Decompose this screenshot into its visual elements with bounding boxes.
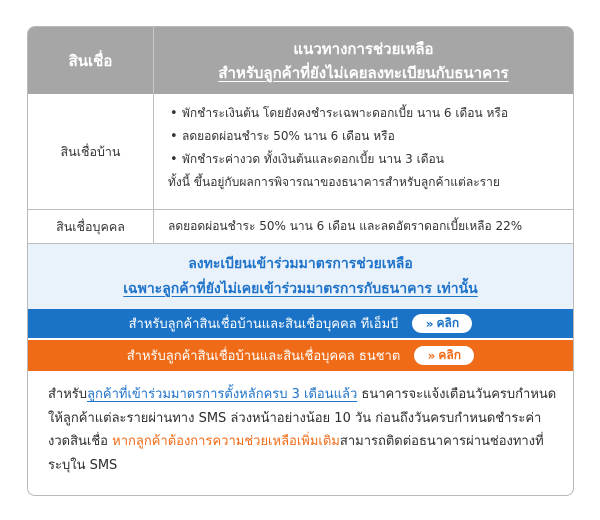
table-row-home-loan [28,94,573,210]
footer-notice [28,371,573,477]
header-guideline [154,27,573,94]
register-section [28,244,573,309]
thanachart-click-button[interactable] [414,346,474,365]
thanachart-click-label: คลิก [438,348,461,362]
personal-loan-option: ลดยอดผ่อนชำระ 50% นาน 6 เดือน และลดอัตราดอกเบี้ยเหลือ 22% [168,219,523,233]
home-loan-option: • ลดยอดผ่อนชำระ 50% นาน 6 เดือน หรือ [168,125,563,148]
tmb-band-text: สำหรับลูกค้าสินเชื่อบ้านและสินเชื่อบุคคล ทีเอ็มบี [128,317,399,332]
footer-highlight-enrolled: ลูกค้าที่เข้าร่วมมาตรการตั้งหลักครบ 3 เดือนแล้ว [87,387,358,402]
home-loan-bullet-list [168,102,563,171]
tmb-customer-band [28,309,573,340]
home-loan-options [154,94,573,209]
register-subtitle: เฉพาะลูกค้าที่ยังไม่เคยเข้าร่วมมาตรการกับธนาคาร เท่านั้น [123,280,478,297]
header-guideline-subtitle: สำหรับลูกค้าที่ยังไม่เคยลงทะเบียนกับธนาคาร [218,63,509,82]
footer-highlight-more-help: หากลูกค้าต้องการความช่วยเหลือเพิ่มเติม [112,434,340,449]
thanachart-band-text: สำหรับลูกค้าสินเชื่อบ้านและสินเชื่อบุคคล ธนชาต [126,349,401,364]
register-title: ลงทะเบียนเข้าร่วมมาตรการช่วยเหลือ [188,255,413,272]
tmb-click-button[interactable] [412,314,472,333]
home-loan-note: ทั้งนี้ ขึ้นอยู่กับผลการพิจารณาของธนาคารสำหรับลูกค้าแต่ละราย [168,175,500,189]
tmb-click-label: คลิก [436,316,460,330]
home-loan-label: สินเชื่อบ้าน [28,94,154,209]
table-header [28,27,573,94]
personal-loan-label: สินเชื่อบุคคล [28,210,154,243]
home-loan-option: • พักชำระค่างวด ทั้งเงินต้นและดอกเบี้ย นาน 3 เดือน [168,148,563,171]
double-chevron-right-icon: » [427,348,436,363]
footer-text-start: สำหรับ [48,387,88,402]
footer-text-end: สามารถติดต่อธนาคารผ่านช่องทางที่ระบุใน SMS [48,434,544,473]
footer-text-middle: ธนาคารจะแจ้งเตือนวันครบกำหนดให้ลูกค้าแต่ละรายผ่านทาง SMS ล่วงหน้าอย่างน้อย 10 วัน ก่อนถึงวันครบกำหนดชำระค่างวดสินเชื่อ [48,387,557,449]
relief-info-card [27,26,574,496]
table-row-personal-loan [28,210,573,244]
header-guideline-title: แนวทางการช่วยเหลือ [293,39,434,58]
home-loan-option: • พักชำระเงินต้น โดยยังคงชำระเฉพาะดอกเบี้ย นาน 6 เดือน หรือ [168,102,563,125]
thanachart-customer-band [28,340,573,371]
header-loan-type: สินเชื่อ [28,27,154,94]
double-chevron-right-icon: » [425,316,434,331]
